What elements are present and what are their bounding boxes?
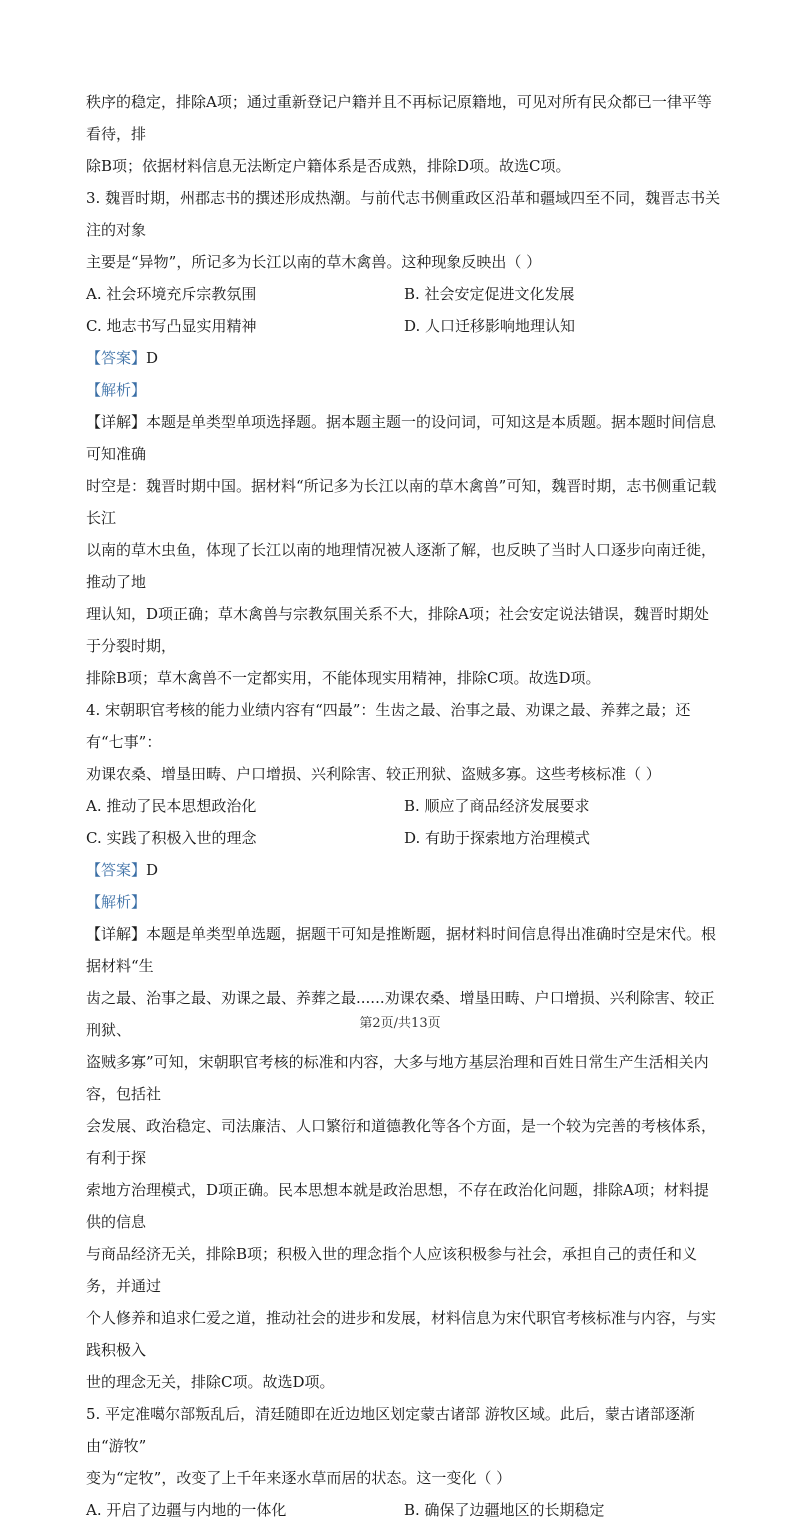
q4-detail-line-2: 齿之最、治事之最、劝课之最、养葬之最......劝课农桑、增垦田畴、户口增损、兴利除害、较正刑狱、 xyxy=(86,989,715,1039)
q5-options-row-1 xyxy=(86,1494,722,1526)
q4-options-row-2 xyxy=(86,822,722,854)
q3-options-row-1 xyxy=(86,278,722,310)
q5-option-b: B. 确保了边疆地区的长期稳定 xyxy=(404,1501,605,1519)
q3-detail-line-1 xyxy=(86,406,722,470)
q3-stem-line-1: 3. 魏晋时期，州郡志书的撰述形成热潮。与前代志书侧重政区沿革和疆域四至不同，魏晋志书关注的对象 xyxy=(86,189,721,239)
q4-detail-line-3: 盗贼多寡”可知，宋朝职官考核的标准和内容，大多与地方基层治理和百姓日常生产生活相关内容，包括社 xyxy=(86,1053,709,1103)
prev-analysis-line-1: 秩序的稳定，排除A项；通过重新登记户籍并且不再标记原籍地，可见对所有民众都已一律平等看待，排 xyxy=(86,93,712,143)
q3-answer-value: D xyxy=(146,349,159,367)
q3-detail-line-3: 以南的草木虫鱼，体现了长江以南的地理情况被人逐渐了解，也反映了当时人口逐步向南迁徙，推动了地 xyxy=(86,541,717,591)
q3-options-row-2 xyxy=(86,310,722,342)
q5-stem-line-2: 变为“定牧”，改变了上千年来逐水草而居的状态。这一变化（ ） xyxy=(86,1469,512,1487)
q4-option-b: B. 顺应了商品经济发展要求 xyxy=(404,797,590,815)
page-footer: 第2页/共13页 xyxy=(359,1016,441,1031)
q4-option-c: C. 实践了积极入世的理念 xyxy=(86,829,257,847)
q3-stem-line-2: 主要是“异物”，所记多为长江以南的草木禽兽。这种现象反映出（ ） xyxy=(86,253,542,271)
q3-answer xyxy=(86,342,722,374)
q3-option-a: A. 社会环境充斥宗教氛围 xyxy=(86,285,257,303)
q4-detail-line-6: 与商品经济无关，排除B项；积极入世的理念指个人应该积极参与社会，承担自己的责任和义务，并通过 xyxy=(86,1245,698,1295)
q3-detail-tag: 【详解】 xyxy=(86,413,147,431)
q3-detail-line-5: 排除B项；草木禽兽不一定都实用，不能体现实用精神，排除C项。故选D项。 xyxy=(86,669,601,687)
q4-stem-line-1: 4. 宋朝职官考核的能力业绩内容有“四最”：生齿之最、治事之最、劝课之最、养葬之最；还有“七事”： xyxy=(86,701,691,751)
document-page xyxy=(86,86,722,1526)
q4-detail-line-4: 会发展、政治稳定、司法廉洁、人口繁衍和道德教化等各个方面，是一个较为完善的考核体系，有利于探 xyxy=(86,1117,717,1167)
q4-stem-line-2: 劝课农桑、增垦田畴、户口增损、兴利除害、较正刑狱、盗贼多寡。这些考核标准（ ） xyxy=(86,765,661,783)
q4-option-d: D. 有助于探索地方治理模式 xyxy=(404,829,591,847)
q4-detail-tag: 【详解】 xyxy=(86,925,147,943)
q4-option-a: A. 推动了民本思想政治化 xyxy=(86,797,257,815)
q4-detail-line-1 xyxy=(86,918,722,982)
q3-option-d: D. 人口迁移影响地理认知 xyxy=(404,317,576,335)
q4-analysis-tag: 【解析】 xyxy=(86,893,147,911)
q5-option-a: A. 开启了边疆与内地的一体化 xyxy=(86,1501,287,1519)
q5-stem-line-1: 5. 平定准噶尔部叛乱后，清廷随即在近边地区划定蒙古诸部 游牧区域。此后，蒙古诸部逐渐由“游牧” xyxy=(86,1405,695,1455)
q4-answer-tag: 【答案】 xyxy=(86,861,147,879)
q3-analysis-tag: 【解析】 xyxy=(86,381,147,399)
q4-detail-text-1: 本题是单类型单选题，据题干可知是推断题，据材料时间信息得出准确时空是宋代。根据材料“生 xyxy=(86,925,717,975)
q3-detail-text-1: 本题是单类型单项选择题。据本题主题一的设问词，可知这是本质题。据本题时间信息可知准确 xyxy=(86,413,717,463)
q4-options-row-1 xyxy=(86,790,722,822)
q3-option-c: C. 地志书写凸显实用精神 xyxy=(86,317,257,335)
q4-detail-line-8: 世的理念无关，排除C项。故选D项。 xyxy=(86,1373,335,1391)
q3-option-b: B. 社会安定促进文化发展 xyxy=(404,285,575,303)
q3-detail-line-4: 理认知，D项正确；草木禽兽与宗教氛围关系不大，排除A项；社会安定说法错误，魏晋时期处于分裂时期， xyxy=(86,605,709,655)
q3-answer-tag: 【答案】 xyxy=(86,349,147,367)
q4-detail-line-5: 索地方治理模式，D项正确。民本思想本就是政治思想，不存在政治化问题，排除A项；材料提供的信息 xyxy=(86,1181,709,1231)
prev-analysis-line-2: 除B项；依据材料信息无法断定户籍体系是否成熟，排除D项。故选C项。 xyxy=(86,157,571,175)
q4-answer xyxy=(86,854,722,886)
q4-answer-value: D xyxy=(146,861,159,879)
q4-detail-line-7: 个人修养和追求仁爱之道，推动社会的进步和发展，材料信息为宋代职官考核标准与内容，与实践积极入 xyxy=(86,1309,717,1359)
q3-detail-line-2: 时空是：魏晋时期中国。据材料“所记多为长江以南的草木禽兽”可知，魏晋时期，志书侧重记载长江 xyxy=(86,477,717,527)
